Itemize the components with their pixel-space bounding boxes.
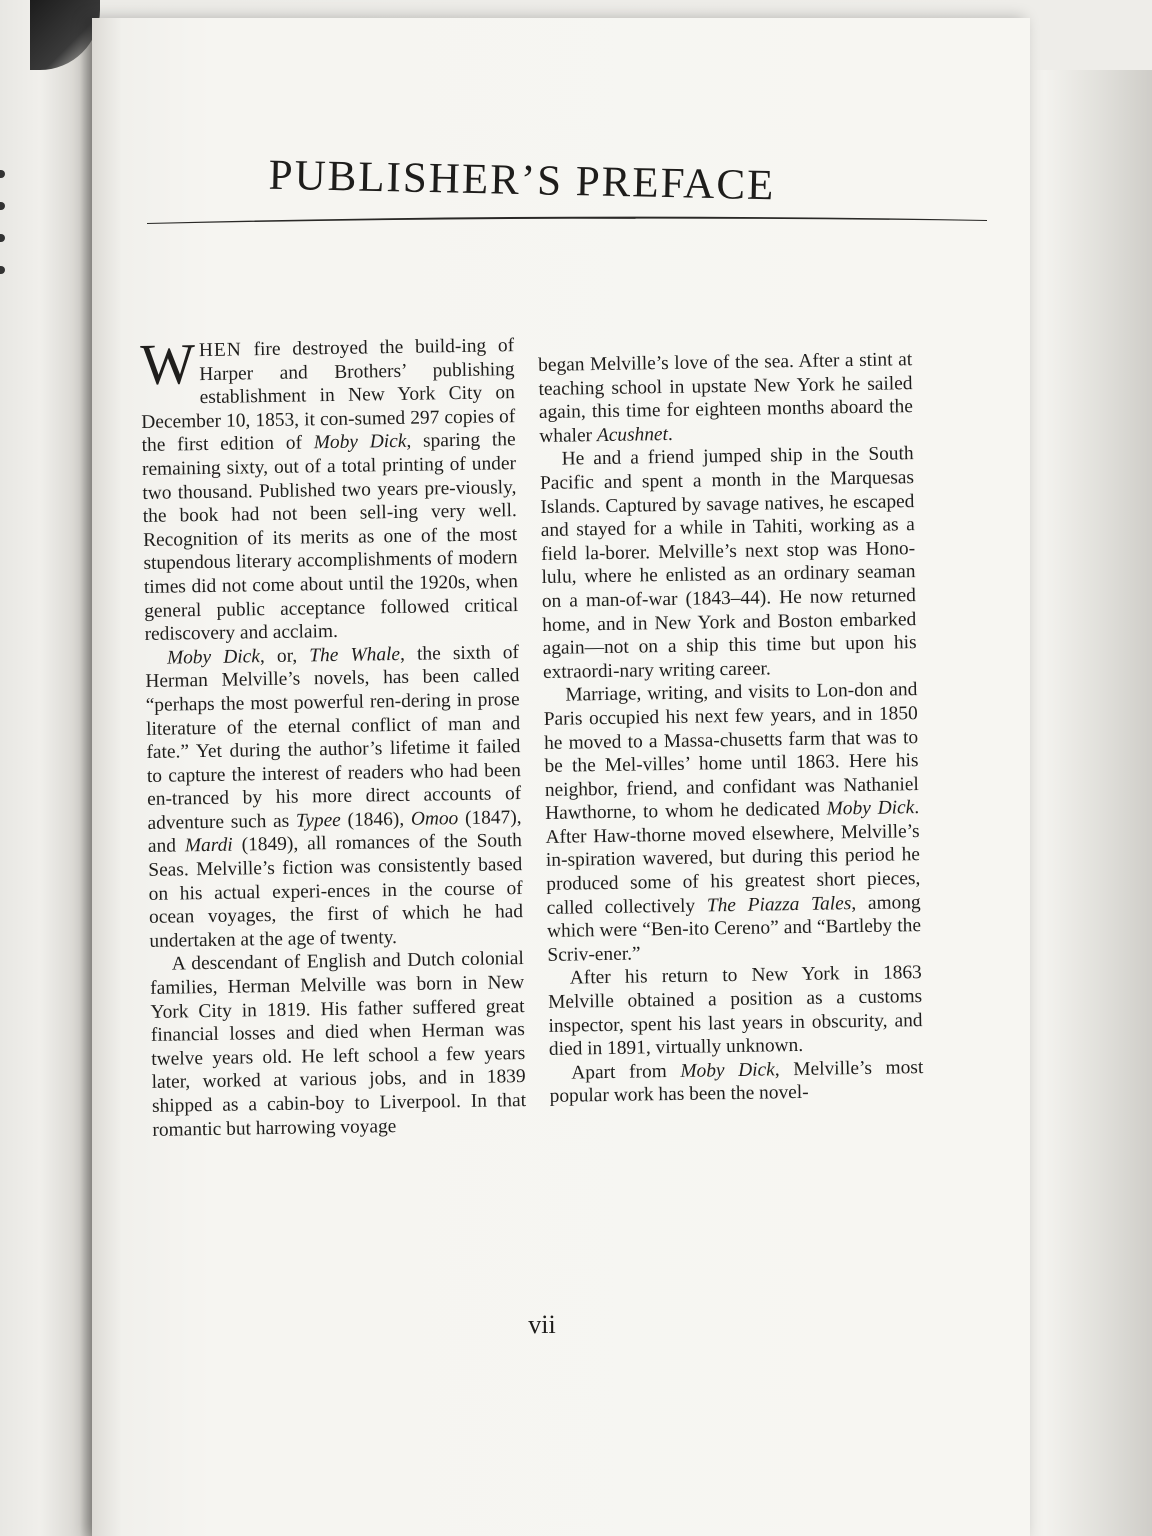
text-run: Apart from <box>571 1060 681 1084</box>
text-run: Marriage, writing, and visits to Lon-don and Paris occupied his next few years, and in 1850 he moved to a Massa-chusetts farm that was to be the Mel-villes’ home until 1863. Here his neighbor, friend, and confidant was Nathaniel Hawthorne, to whom he dedicated <box>543 679 919 825</box>
italic-title: Moby Dick <box>313 431 407 454</box>
text-column-right <box>538 348 924 1109</box>
page-number: vii <box>528 1310 556 1339</box>
paragraph <box>145 641 524 954</box>
paragraph: After his return to New York in 1863 Melville obtained a position as a customs inspector, spent his last years in obscurity, and died in 1891, virtually unknown. <box>548 962 923 1061</box>
italic-title: Moby Dick <box>166 645 261 669</box>
text-run: fire destroyed the build-ing of Harper and Brothers’ publishing establishment in New York City on December 10, 1853, it con-sumed 297 copies of the first edition of <box>141 335 516 457</box>
text-run: , among which were “Ben-ito Cereno” and “Bartleby the Scriv-ener.” <box>546 891 922 966</box>
left-page-print-marks <box>0 170 8 290</box>
italic-title: Mardi <box>184 835 233 857</box>
italic-title: Moby Dick <box>826 797 915 820</box>
text-run: . <box>667 423 673 445</box>
text-run: , sparing the remaining sixty, out of a total printing of under two thousand. Published two years pre-viously, the book had not been sell-ing very well. Recognition of its merits as one of the most stupendous literary accomplishments of modern times did not come about until the 1920s, when general public acceptance followed critical rediscovery and acclaim. <box>141 429 519 646</box>
text-run: (1847), and <box>147 806 522 858</box>
paragraph <box>139 331 519 647</box>
text-run: . After Haw-thorne moved elsewhere, Melville’s in-spiration wavered, but during this period he produced some of his greatest short pieces, called collectively <box>545 797 921 919</box>
lead-in: HEN <box>198 339 242 362</box>
text-run: (1846), <box>340 808 412 831</box>
text-run: , the sixth of Herman Melville’s novels, has been called “perhaps the most powerful ren-dering in prose literature of the eternal conflict of man and fate.” Yet during the author’s lifetime it failed to capture the interest of readers who had been en-tranced by his more direct accounts of adventure such as <box>145 641 522 834</box>
italic-title: Acushnet <box>596 423 669 446</box>
title-rule <box>147 214 987 226</box>
text-run: , Melville’s most popular work has been the novel- <box>549 1056 924 1108</box>
text-run: began Melville’s love of the sea. After a stint at teaching school in upstate New York he sailed again, this time for eighteen months aboard the whaler <box>538 349 914 447</box>
italic-title: The Whale <box>309 643 401 667</box>
italic-title: Typee <box>295 809 341 832</box>
page-title: PUBLISHER’S PREFACE <box>268 151 776 210</box>
paragraph: A descendant of English and Dutch colonial families, Herman Melville was born in New York City in 1819. His father suffered great financial losses and died when Herman was twelve years old. He left school a few years later, worked at various jobs, and in 1839 shipped as a cabin-boy to Liverpool. In that romantic but harrowing voyage <box>150 948 527 1141</box>
text-column-left <box>139 331 527 1142</box>
text-run: (1849), all romances of the South Seas. Melville’s fiction was consistently based on his actual experi-ences in the course of ocean voyages, the first of which he had undertaken at the age of twenty. <box>148 830 524 952</box>
paragraph <box>543 678 921 967</box>
italic-title: Omoo <box>410 807 459 830</box>
page-stack-edge <box>1018 70 1152 1536</box>
drop-cap: W <box>139 331 196 397</box>
left-page-edge <box>0 0 92 1536</box>
text-run: , or, <box>259 645 310 667</box>
paragraph <box>538 348 913 448</box>
paragraph <box>549 1056 924 1109</box>
italic-title: Moby Dick <box>680 1059 775 1082</box>
italic-title: The Piazza Tales <box>706 892 852 917</box>
paragraph: He and a friend jumped ship in the South Pacific and spent a month in the Marquesas Islands. Captured by savage natives, he escaped and stayed for a while in Tahiti, working as a field la-borer. Melville’s next stop was Hono-lulu, where he enlisted as an ordinary seaman on a man-of-war (1843–44). He now returned home, and in New York and Boston embarked again—not on a ship this time but upon his extraordi-nary writing career. <box>539 443 917 683</box>
book-page <box>92 18 1030 1536</box>
